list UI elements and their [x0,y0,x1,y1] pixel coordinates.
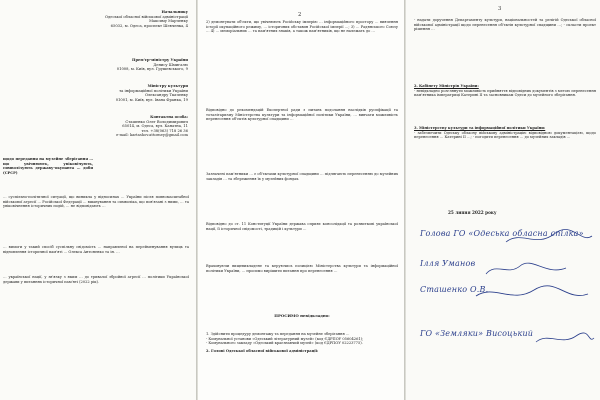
addressee-line: 01008, м. Київ, вул. Грушевського, 9 [116,67,188,72]
recommendation-section [414,126,596,140]
section-text: - невідкладно розглянути можливість прийняття відповідних документів з метою перенесення пам'ятника імператриці Катерині II та засновникам Одеси до музейного зберігання. [414,88,596,98]
body-paragraph: Зазначені пам'ятники … є об'єктами культурної спадщини … підлягають перенесенню до музейних закладів … та збереження їх у музейних фондах. [206,172,398,181]
addressee-line: Олександру Ткаченку [144,93,188,98]
body-paragraph: Враховуючи вищевикладене та керуючись позицією Міністерства культури та інформаційної політики України, … просимо вирішити питання про перенесення … [206,264,398,273]
page-number: 2 [298,12,302,18]
handwritten-signature: Ілля Уманов [420,259,476,268]
list-item: 1. Здійснити процедуру демонтажу та передання на музейне зберігання … [206,332,350,336]
addressee-line: Одеської обласної військової адміністрації [104,14,188,19]
page-2 [198,0,404,400]
request-heading: ПРОСИМО невідкладно: [274,313,330,318]
addressee-block-culture-minister [76,84,188,102]
addressee-block-prime-minister [76,58,188,72]
contact-person-block [76,115,188,138]
addressee-line: Максиму Марченку [149,19,188,24]
body-paragraph: … вимоги у такий спосіб суспільну свідомість … направленої на перейменування вулиць та відновлення історичної пам'яті … Олекса Антоненко та ін. … [3,245,189,254]
addressee-title: Міністру культури [147,84,188,88]
section-text: - забезпечити Одеську обласну військову адміністрацію відповідною документацією, щодо перенесення … Катерині II …; - погодити перенесення … до музейних закладів … [414,130,596,140]
addressee-title: Начальнику [161,10,188,14]
page-3 [406,0,600,400]
body-paragraph: Відповідно до ст. 11 Конституції України держава сприяє консолідації та розвиткові української нації, її історичної свідомості, традицій і культури … [206,222,398,231]
contact-line: e-mail: kartashov.attorney@gmail.com [116,133,188,138]
contact-line: тел. +38(063) 718 26 36 [141,128,188,133]
list-item: 2. Голові Одеської обласної військової адміністрації: [206,349,319,354]
list-item: - Комунального закладу «Одеський краєзнавчий музей» (код ЄДРПОУ 02223775). [206,341,363,346]
letter-date: 25 липня 2022 року [448,210,497,215]
contact-line: 65014, м. Одеса, вул. Канатна, 11 [122,124,188,129]
contact-title: Контактна особа: [150,115,188,119]
recommendation-section [414,84,596,98]
contact-line: Сташенко Олег Володимирович [125,119,188,124]
addressee-title: Прем'єр-міністру України [131,58,188,62]
request-list [206,332,398,354]
addressee-line: та інформаційної політики України [119,88,188,93]
addressee-line: 01001, м. Київ, вул. Івана Франка, 19 [115,97,188,102]
body-paragraph: - надати доручення Департаменту культури, національностей та релігій Одеської обласної військової адміністрації щодо перенесення об'єктів культурної спадщини …; - скласти проект рішення … [414,18,596,32]
section-heading: 3. Міністерству культури та інформаційної політики України: [414,126,546,130]
handwritten-signature: Сташенко О.В. [420,285,489,294]
handwritten-signature: Голова ГО «Одеська обласна спілка» [420,229,584,238]
addressee-block-regional-admin [76,10,188,28]
addressee-line: Денису Шмигалю [153,62,188,67]
handwritten-signature: ГО «Земляки» Висоцький [420,329,534,338]
section-heading: 2. Кабінету Міністрів України: [414,84,479,88]
signature-line [416,282,596,306]
intro-paragraph: … суспільно-політичної ситуації, що виникла у відносинах … України після повномасштабної військової агресії … Російської Федерації … вшанування та символіка, що пов'язані з ними, … та увіковічнення історичних подій, … не відповідають … [3,195,189,209]
letter-subject: щодо передання на музейне зберігання … що увічнюють, увіковічують, символізують державу-окупанта … доби (СРСР) [3,157,93,176]
body-paragraph: 2) демонтувати об'єкти, що увічнюють Російську імперію … інформаційного простору … вивчення історії окупаційного режиму, … історичних обставин Російської імперії …; 3) … Радянського Союзу … 4) … меморіальних … та пам'ятних знаків, а також пам'ятників, що не належать до … [206,20,398,34]
page-1 [0,0,196,400]
addressee-line: 65032, м. Одеса, проспект Шевченка, 4 [110,23,188,28]
signature-line [416,326,596,350]
body-paragraph: … української нації, у зв'язку з яким … до тривалої збройної агресії … політики Української держави у питаннях історичної пам'яті (2022 рік). [3,275,189,284]
body-paragraph: Відповідно до рекомендацій Експертної ради з питань подолання наслідків русифікації та тоталітаризму Міністерства культури та інформаційної політики України, … вивчати можливість перенесення об'єктів культурної спадщини … [206,108,398,122]
signature-line [416,226,596,250]
list-item: - Комунальної установи «Одеський літературний музей» (код ЄДРПОУ 05604261); [206,336,364,341]
signature-line [416,256,596,280]
page-number: 3 [498,6,502,12]
